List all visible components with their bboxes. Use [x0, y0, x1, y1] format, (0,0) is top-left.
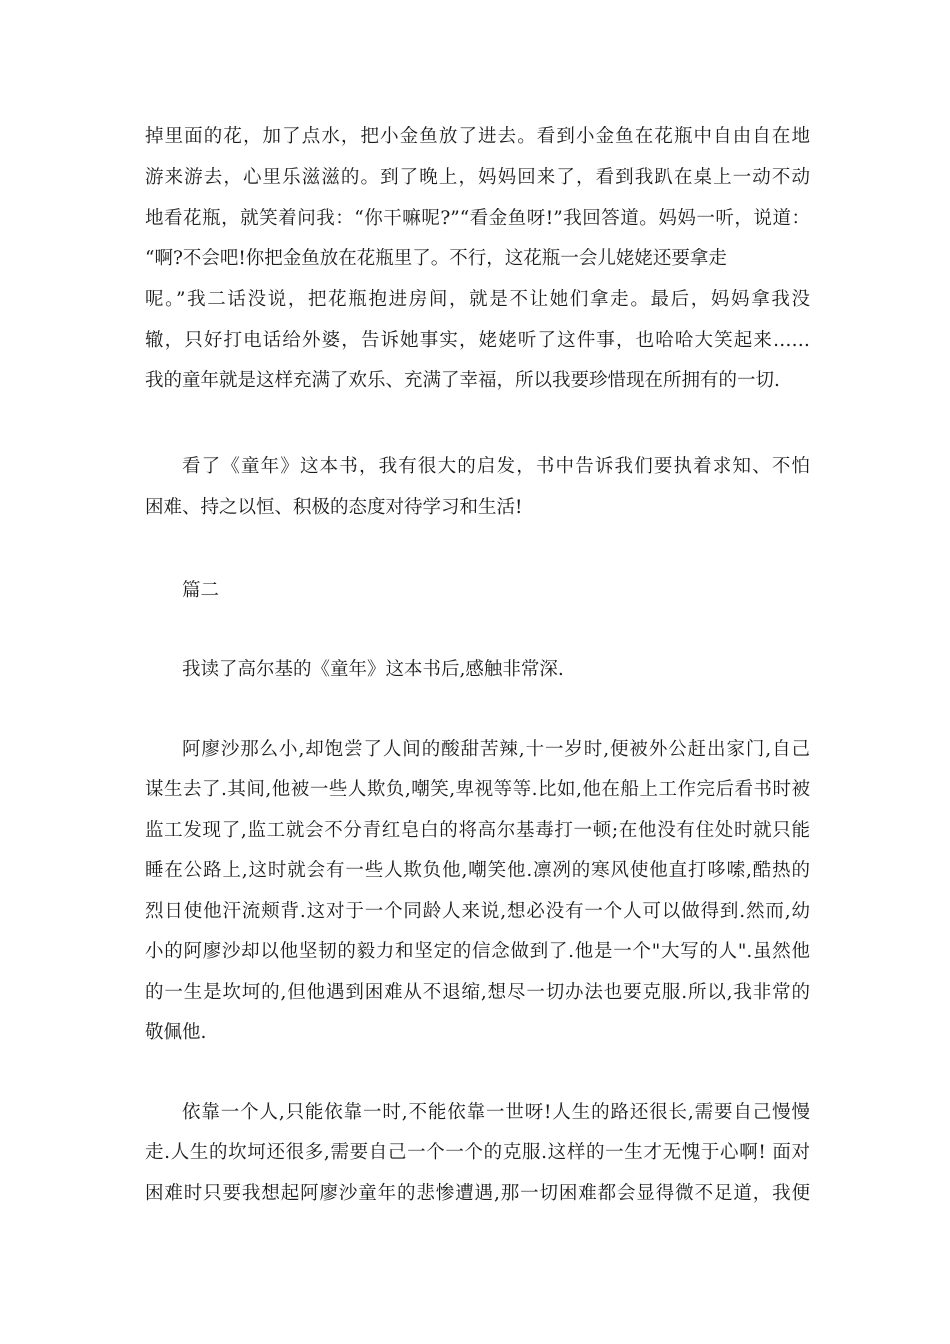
- text-line: 游来游去，心里乐滋滋的。到了晚上，妈妈回来了，看到我趴在桌上一动不动: [145, 167, 810, 188]
- text-line: 的一生是坎坷的,但他遇到困难从不退缩,想尽一切办法也要克服.所以,我非常的: [145, 982, 810, 1003]
- text-line: 辙，只好打电话给外婆，告诉她事实，姥姥听了这件事，也哈哈大笑起来……: [145, 330, 810, 351]
- text-line: 我的童年就是这样充满了欢乐、充满了幸福，所以我要珍惜现在所拥有的一切.: [145, 370, 780, 391]
- section-heading: 篇二: [182, 580, 220, 601]
- text-line: 看了《童年》这本书，我有很大的启发，书中告诉我们要执着求知、不怕: [182, 456, 810, 477]
- text-line: 谋生去了.其间,他被一些人欺负,嘲笑,卑视等等.比如,他在船上工作完后看书时被: [145, 779, 810, 800]
- text-line: 监工发现了,监工就会不分青红皂白的将高尔基毒打一顿;在他没有住处时就只能: [145, 820, 810, 841]
- text-line: 我读了高尔基的《童年》这本书后,感触非常深.: [182, 659, 564, 680]
- text-line: 阿廖沙那么小,却饱尝了人间的酸甜苦辣,十一岁时,便被外公赶出家门,自己: [182, 739, 810, 760]
- text-line: 走.人生的坎坷还很多,需要自己一个一个的克服.这样的一生才无愧于心啊! 面对: [145, 1142, 810, 1163]
- text-line: 困难、持之以恒、积极的态度对待学习和生活!: [145, 497, 523, 518]
- text-line: 地看花瓶，就笑着问我：“你干嘛呢?”“看金鱼呀!”我回答道。妈妈一听，说道：: [145, 208, 810, 229]
- text-line: 困难时只要我想起阿廖沙童年的悲惨遭遇,那一切困难都会显得微不足道，我便: [145, 1183, 810, 1204]
- text-line: 呢。”我二话没说，把花瓶抱进房间，就是不让她们拿走。最后，妈妈拿我没: [145, 289, 810, 310]
- text-line: 睡在公路上,这时就会有一些人欺负他,嘲笑他.凛冽的寒风使他直打哆嗦,酷热的: [145, 860, 810, 881]
- text-line: 掉里面的花，加了点水，把小金鱼放了进去。看到小金鱼在花瓶中自由自在地: [145, 126, 810, 147]
- text-line: 烈日使他汗流颊背.这对于一个同龄人来说,想必没有一个人可以做得到.然而,幼: [145, 901, 810, 922]
- text-line: 小的阿廖沙却以他坚韧的毅力和坚定的信念做到了.他是一个"大写的人".虽然他: [145, 941, 810, 962]
- text-line: 敬佩他.: [145, 1022, 207, 1043]
- text-line: “啊?不会吧!你把金鱼放在花瓶里了。不行，这花瓶一会儿姥姥还要拿走: [145, 248, 727, 269]
- text-line: 依靠一个人,只能依靠一时,不能依靠一世呀!人生的路还很长,需要自己慢慢: [182, 1102, 810, 1123]
